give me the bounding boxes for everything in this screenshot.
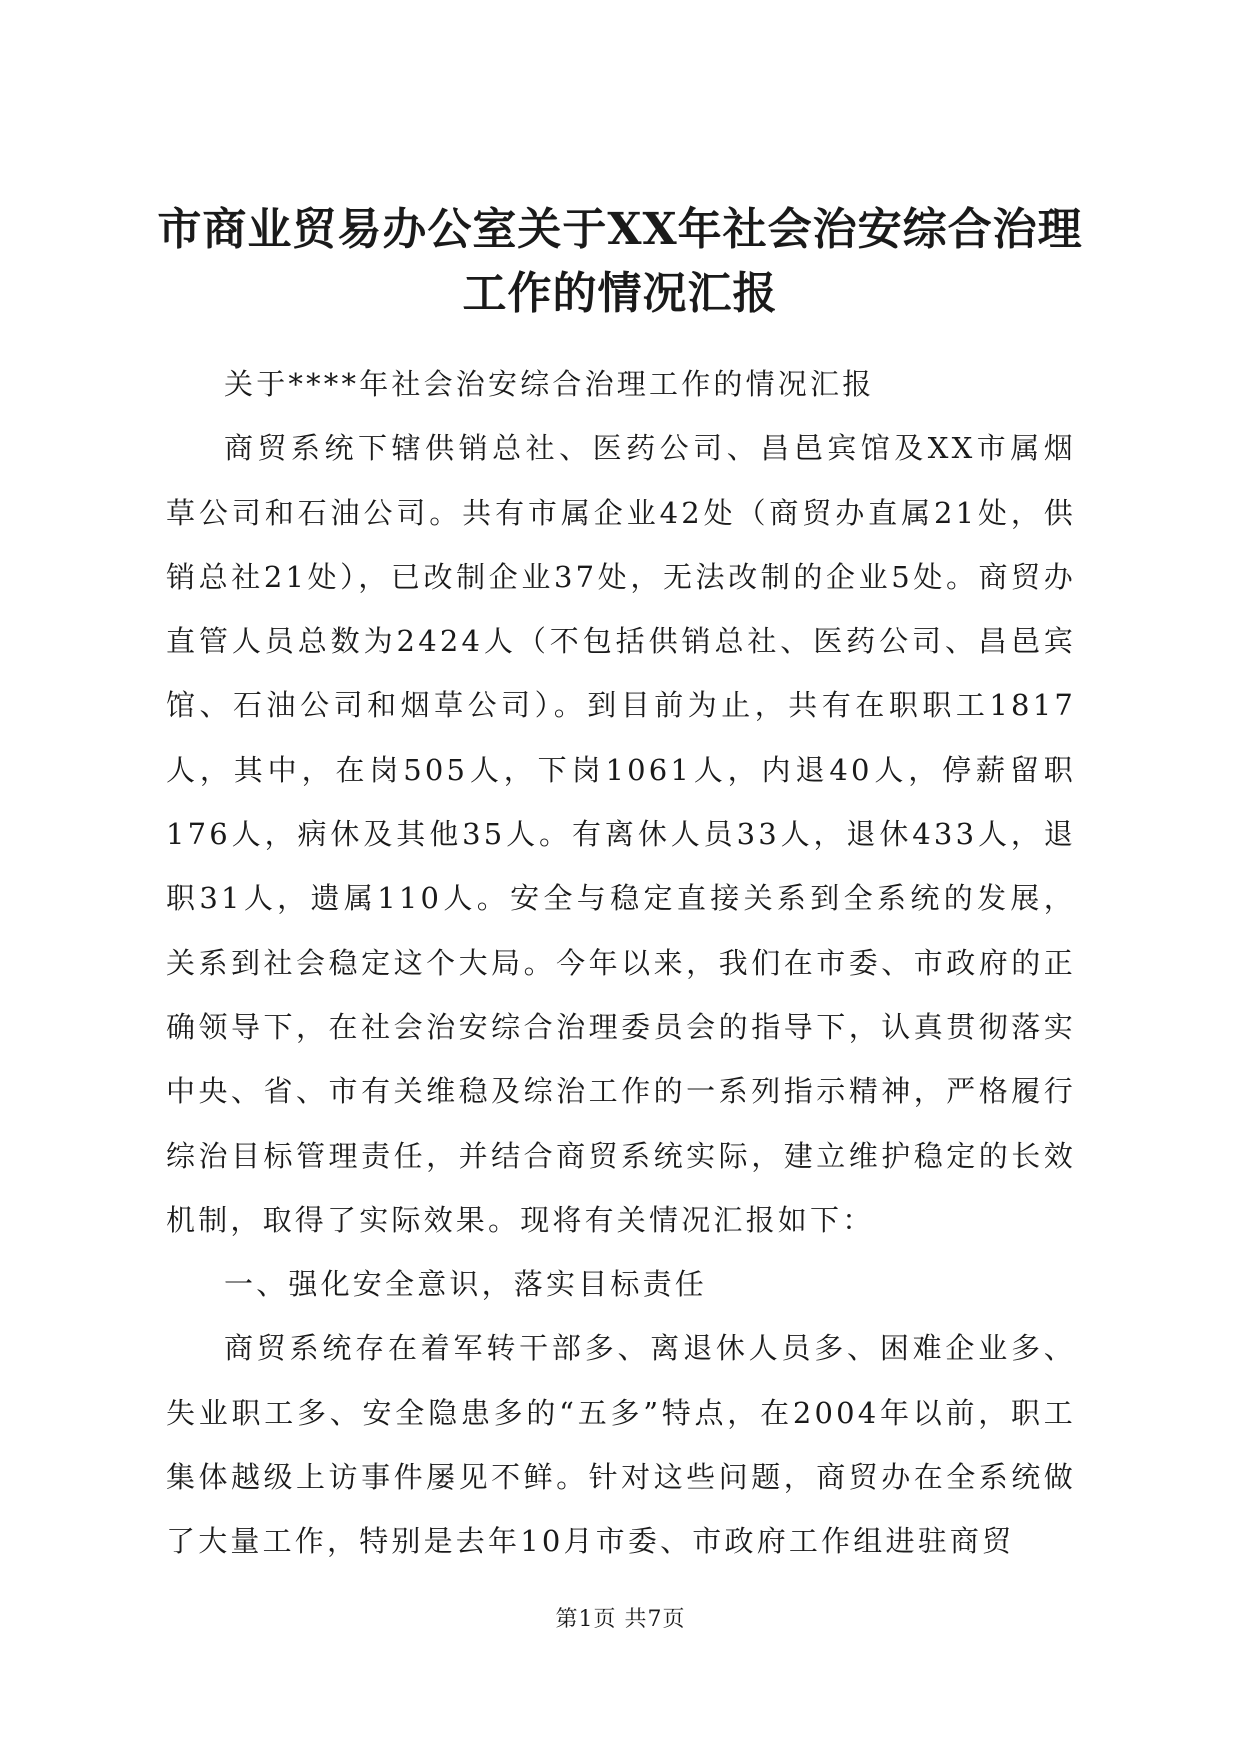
section-heading: 一、强化安全意识，落实目标责任 (224, 1267, 708, 1302)
page-footer: 第1页 共7页 (555, 1607, 686, 1632)
body-paragraph: 商贸系统下辖供销总社、医药公司、昌邑宾馆及XX市属烟草公司和石油公司。共有市属企业42处（商贸办直属21处，供销总社21处），已改制企业37处，无法改制的企业5处。商贸办直管人员总数为2424人（不包括供销总社、医药公司、昌邑宾馆、石油公司和烟草公司）。到目前为止，共有在职职工1817人，其中，在岗505人，下岗1061人，内退40人，停薪留职176人，病休及其他35人。有离休人员33人，退休433人，退职31人，遗属110人。安全与稳定直接关系到全系统的发展，关系到社会稳定这个大局。今年以来，我们在市委、市政府的正确领导下，在社会治安综合治理委员会的指导下，认真贯彻落实中央、省、市有关维稳及综治工作的一系列指示精神，严格履行综治目标管理责任，并结合商贸系统实际，建立维护稳定的长效机制，取得了实际效果。现将有关情况汇报如下： (166, 431, 1076, 1237)
document-title: 市商业贸易办公室关于XX年社会治安综合治理工作的情况汇报 (157, 204, 1083, 319)
subtitle-paragraph: 关于****年社会治安综合治理工作的情况汇报 (224, 367, 875, 401)
document-body (166, 352, 1076, 1574)
body-paragraph: 商贸系统存在着军转干部多、离退休人员多、困难企业多、失业职工多、安全隐患多的“五多”特点，在2004年以前，职工集体越级上访事件屡见不鲜。针对这些问题，商贸办在全系统做了大量工作，特别是去年10月市委、市政府工作组进驻商贸 (166, 1331, 1076, 1559)
